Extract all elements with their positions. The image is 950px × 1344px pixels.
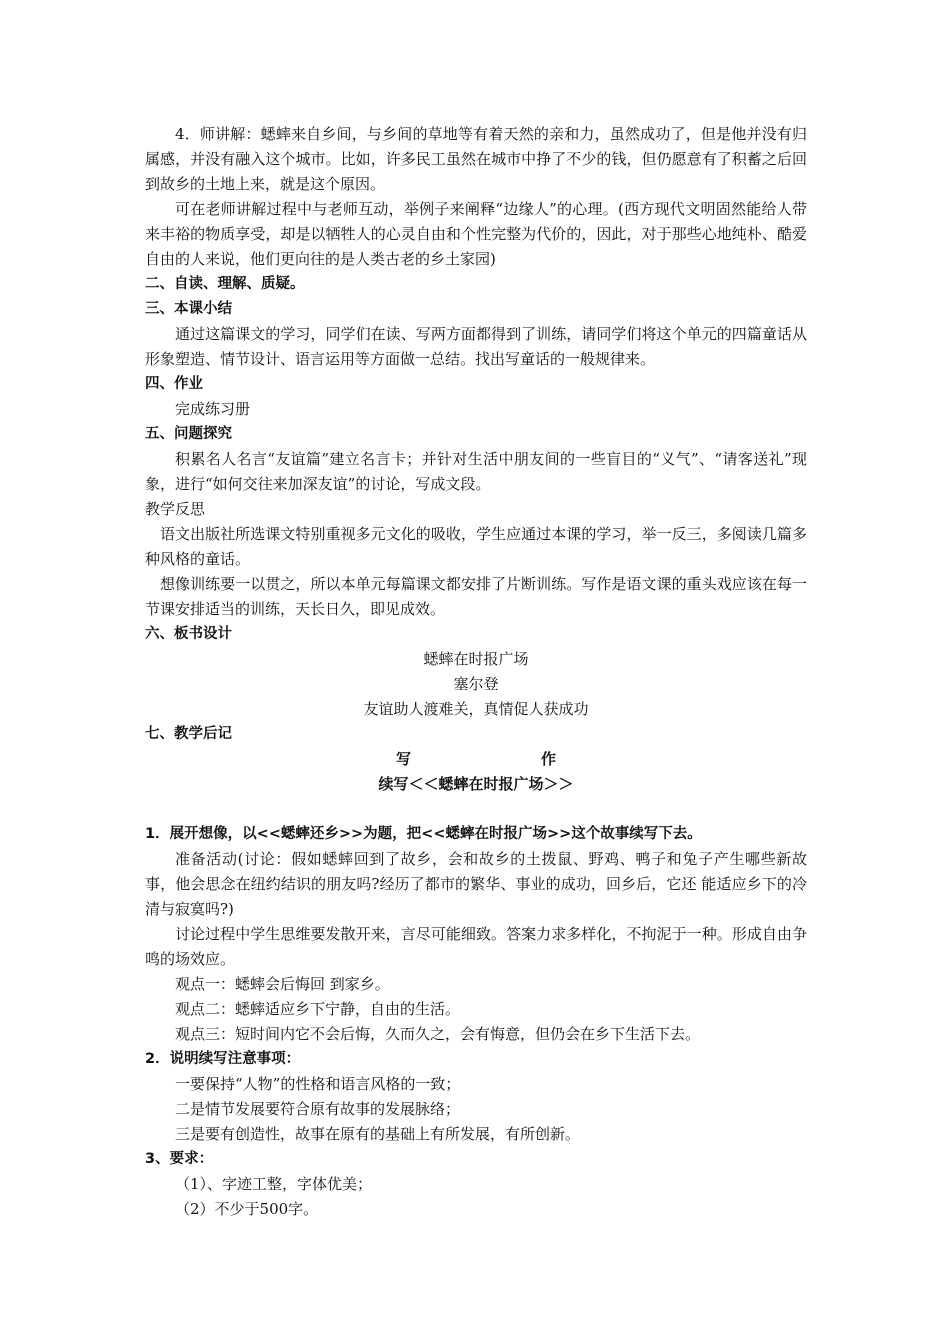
paragraph-interaction: 可在老师讲解过程中与老师互动，举例子来阐释“边缘人”的心理。(西方现代文明固然能给人带来丰裕的物质享受，却是以牺牲人的心灵自由和个性完整为代价的，因此，对于那些心地纯朴、酷爱自由的人来说，他们更向往的是人类古老的乡土家园) bbox=[145, 200, 807, 268]
paragraph-reflection-2: 想像训练要一以贯之，所以本单元每篇课文都安排了片断训练。写作是语文课的重头戏应该在每一节课安排适当的训练，天长日久，即见成效。 bbox=[145, 575, 807, 618]
heading-inquiry: 五、问题探究 bbox=[145, 426, 232, 442]
document-page bbox=[145, 122, 807, 1222]
paragraph-homework: 完成练习册 bbox=[175, 400, 251, 418]
heading-summary: 三、本课小结 bbox=[145, 301, 232, 317]
writing-title bbox=[145, 747, 807, 772]
board-line-title: 蟋蟀在时报广场 bbox=[423, 650, 529, 668]
heading-reflection: 教学反思 bbox=[145, 500, 206, 518]
heading-postscript: 七、教学后记 bbox=[145, 726, 232, 742]
note-2: 二是情节发展要符合原有故事的发展脉络； bbox=[175, 1100, 461, 1118]
writing-item-1: 1．展开想像，以<<蟋蟀还乡>>为题，把<<蟋蟀在时报广场>>这个故事续写下去。 bbox=[145, 826, 702, 842]
writing-title-char-2: 作 bbox=[541, 750, 557, 768]
viewpoint-3: 观点三：短时间内它不会后悔，久而久之，会有悔意，但仍会在乡下生活下去。 bbox=[175, 1025, 701, 1043]
writing-item-3: 3、要求： bbox=[145, 1151, 214, 1167]
viewpoint-2: 观点二：蟋蟀适应乡下宁静，自由的生活。 bbox=[175, 1000, 461, 1018]
paragraph-discussion: 讨论过程中学生思维要发散开来，言尽可能细致。答案力求多样化，不拘泥于一种。形成自由争鸣的场效应。 bbox=[145, 925, 807, 968]
paragraph-teacher-explain: 4．师讲解：蟋蟀来自乡间，与乡间的草地等有着天然的亲和力，虽然成功了，但是他并没有归属感，并没有融入这个城市。比如，许多民工虽然在城市中挣了不少的钱，但仍愿意有了积蓄之后回到故乡的土地上来，就是这个原因。 bbox=[145, 125, 807, 193]
board-line-author: 塞尔登 bbox=[453, 675, 499, 693]
heading-board-design: 六、板书设计 bbox=[145, 626, 232, 642]
viewpoint-1: 观点一：蟋蟀会后悔回 到家乡。 bbox=[175, 975, 390, 993]
writing-item-2: 2．说明续写注意事项： bbox=[145, 1051, 301, 1067]
requirement-1: （1）、字迹工整，字体优美； bbox=[175, 1175, 373, 1193]
note-3: 三是要有创造性，故事在原有的基础上有所发展，有所创新。 bbox=[175, 1125, 581, 1143]
requirement-2: （2）不少于500字。 bbox=[175, 1200, 319, 1218]
paragraph-reflection-1: 语文出版社所选课文特别重视多元文化的吸收，学生应通过本课的学习，举一反三，多阅读几篇多种风格的童话。 bbox=[145, 525, 807, 568]
board-line-theme: 友谊助人渡难关，真情促人获成功 bbox=[363, 700, 589, 718]
heading-homework: 四、作业 bbox=[145, 376, 203, 392]
note-1: 一要保持“人物”的性格和语言风格的一致； bbox=[175, 1075, 461, 1093]
heading-self-read: 二、自读、理解、质疑。 bbox=[145, 276, 305, 292]
paragraph-inquiry: 积累名人名言“友谊篇”建立名言卡；并针对生活中朋友间的一些盲目的“义气”、“请客送礼”现象，进行“如何交往来加深友谊”的讨论，写成文段。 bbox=[145, 450, 807, 493]
writing-title-char-1: 写 bbox=[395, 750, 411, 768]
paragraph-prep-activity: 准备活动(讨论：假如蟋蟀回到了故乡，会和故乡的土拨鼠、野鸡、鸭子和兔子产生哪些新故事，他会思念在纽约结识的朋友吗?经历了都市的繁华、事业的成功，回乡后，它还 能适应乡下的冷清与寂寞吗?) bbox=[145, 850, 807, 918]
paragraph-summary: 通过这篇课文的学习，同学们在读、写两方面都得到了训练，请同学们将这个单元的四篇童话从形象塑造、情节设计、语言运用等方面做一总结。找出写童话的一般规律来。 bbox=[145, 325, 807, 368]
writing-subtitle: 续写＜＜蟋蟀在时报广场＞＞ bbox=[378, 775, 574, 793]
